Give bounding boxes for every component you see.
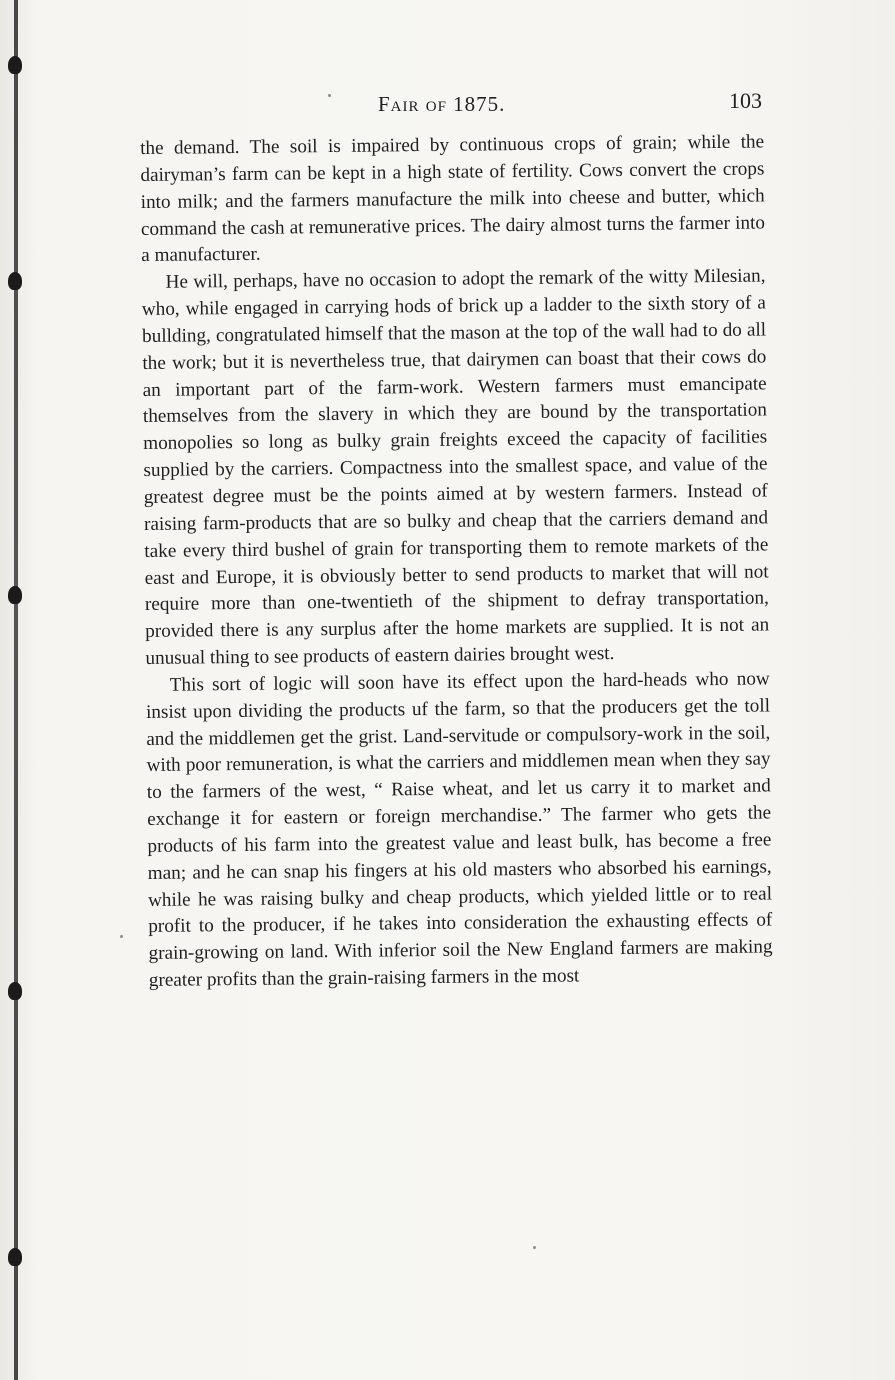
binding-thread-mark: [8, 982, 22, 1000]
paper-speck: [120, 935, 123, 938]
page-binding-edge: [14, 0, 18, 1380]
running-head: Fair of 1875.: [378, 92, 506, 116]
binding-thread-mark: [8, 56, 22, 74]
page-header: [138, 88, 768, 124]
paper-speck: [533, 1246, 536, 1249]
paragraph-2: He will, perhaps, have no occasion to adopt the remark of the witty Milesian, who, while engaged in carrying hods of brick up a ladder to the sixth story of a bullding, congratulated himself that the mason at the top of the wall had to do all the work; but it is nevertheless true, that dairymen can boast that their cows do an important part of the farm-work. Western farmers must emancipate themselves from the slavery in which they are bound by the transportation monopolies so long as bulky grain freights exceed the capacity of facilities supplied by the carriers. Compactness into the smallest space, and value of the greatest degree must be the points aimed at by western farmers. Instead of raising farm-products that are so bulky and cheap that the carriers demand and take every third bushel of grain for transporting them to remote markets of the east and Europe, it is obviously better to send products to market that will not require more than one-twentieth of the shipment to defray transportation, provided there is any surplus after the home markets are supplied. It is not an unusual thing to see products of eastern dairies brought west.: [141, 265, 770, 670]
paragraph-3: This sort of logic will soon have its effect upon the hard-heads who now insist upon dividing the products uf the farm, so that the producers get the toll and the middlemen get the grist. Land-servitude or compulsory-work in the soil, with poor remuneration, is what the carriers and middlemen mean when they say to the farmers of the west, “ Raise wheat, and let us carry it to market and exchange it for eastern or foreign merchandise.” The farmer who gets the products of his farm into the greatest value and least bulk, has become a free man; and he can snap his fingers at his old masters who absorbed his earnings, while he was raising bulky and cheap products, which yielded little or to real profit to the producer, if he takes into consideration the exhausting effects of grain-growing on land. With inferior soil the New England farmers are making greater profits than the grain-raising farmers in the most: [145, 668, 773, 992]
body-text: [140, 129, 773, 994]
paragraph-1: the demand. The soil is impaired by continuous crops of grain; while the dairyman’s farm can be kept in a high state of fertility. Cows convert the crops into milk; and the farmers manufacture the milk into cheese and butter, which command the cash at remunerative prices. The dairy almost turns the farmer into a manufacturer.: [140, 131, 766, 267]
page-number: 103: [729, 88, 762, 113]
binding-thread-mark: [8, 586, 22, 604]
binding-thread-mark: [8, 272, 22, 290]
binding-thread-mark: [8, 1248, 22, 1266]
